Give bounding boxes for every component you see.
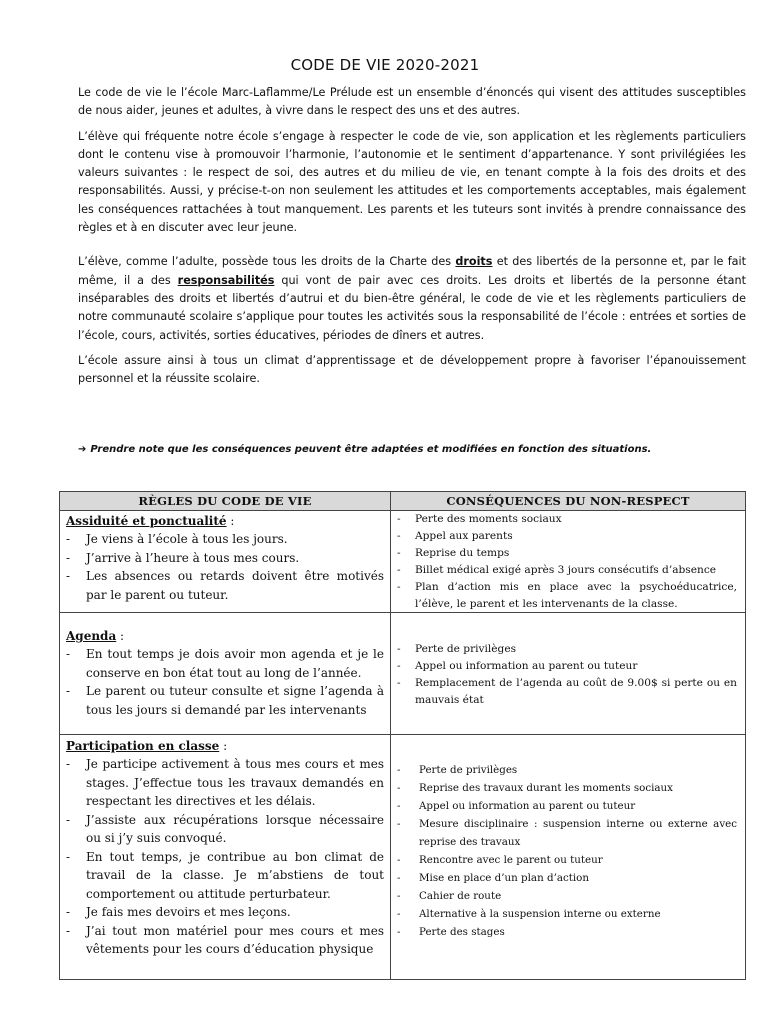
table-row: [60, 735, 746, 980]
note: [78, 444, 746, 455]
arrow-right-icon: ➔: [78, 444, 87, 455]
list-item: - Appel aux parents: [397, 528, 737, 545]
list-item: - Je participe activement à tous mes cours et mes stages. J’effectue tous les travaux demandés en respectant les directives et les délais.: [66, 755, 384, 811]
climate-paragraph: L’école assure ainsi à tous un climat d’apprentissage et de développement propre à favoriser l’épanouissement personnel et la réussite scolaire.: [78, 353, 746, 386]
droits-keyword: droits: [455, 255, 493, 269]
consequences-list: [391, 641, 745, 709]
rules-cell: Participation en classe : - Je participe activement à tous mes cours et mes stages. J’effectue tous les travaux demandés en respectant les directives et les délais. - J’assiste aux récupérations lorsque nécessaire ou si j’y suis convoqué. - En tout temps, je contribue au bon climat de travail de la classe. Je m’abstiens de tout comportement ou attitude perturbateur. - Je fais mes devoirs et mes leçons. - J’ai tout mon matériel pour mes cours et mes vêtements pour les cours d’éducation physique: [60, 735, 391, 980]
header-rules: RÈGLES DU CODE DE VIE: [60, 492, 391, 511]
list-item: - Mesure disciplinaire : suspension interne ou externe avec reprise des travaux: [397, 816, 737, 852]
list-item: - Perte des moments sociaux: [397, 511, 737, 528]
consequences-cell: [391, 613, 746, 735]
list-item: - Je viens à l’école à tous les jours.: [66, 530, 384, 549]
rules-table: [59, 491, 746, 980]
list-item: - Billet médical exigé après 3 jours consécutifs d’absence: [397, 562, 737, 579]
table-row: [60, 511, 746, 613]
rules-cell: Assiduité et ponctualité : - Je viens à l’école à tous les jours. - J’arrive à l’heure à tous mes cours. - Les absences ou retards doivent être motivés par le parent ou tuteur.: [60, 511, 391, 613]
table-row: [60, 613, 746, 735]
list-item: - Rencontre avec le parent ou tuteur: [397, 852, 737, 870]
rules-cell: Agenda : - En tout temps je dois avoir mon agenda et je le conserve en bon état tout au long de l’année. - Le parent ou tuteur consulte et signe l’agenda à tous les jours si demandé par les intervenants: [60, 613, 391, 735]
list-item: - Perte de privilèges: [397, 762, 737, 780]
intro-paragraph-1: Le code de vie le l’école Marc-Laflamme/Le Prélude est un ensemble d’énoncés qui visent des attitudes susceptibles de nous aider, jeunes et adultes, à vivre dans le respect des uns et des autres.: [78, 86, 746, 118]
list-item: - J’assiste aux récupérations lorsque nécessaire ou si j’y suis convoqué.: [66, 811, 384, 848]
rights-paragraph: [78, 253, 746, 344]
rights-text-3: qui vont de pair avec ces droits. Les droits et libertés de la personne étant inséparables des droits et libertés d’autrui et du bien-être général, le code de vie et les règlements particuliers de notre communauté scolaire s’applique pour toutes les activités sous la responsabilité de l’école : entrées et sorties de l’école, cours, activités, sorties éducatives, périodes de dîners et autres.: [78, 273, 746, 342]
consequences-list: [391, 762, 745, 941]
rules-list: [60, 530, 390, 604]
rule-title: Assiduité et ponctualité: [66, 514, 227, 528]
rule-title: Participation en classe: [66, 739, 220, 754]
header-consequences: CONSÉQUENCES DU NON-RESPECT: [391, 492, 746, 511]
list-item: - En tout temps, je contribue au bon climat de travail de la classe. Je m’abstiens de tout comportement ou attitude perturbateur.: [66, 848, 384, 904]
consequences-cell: [391, 511, 746, 613]
list-item: - Reprise du temps: [397, 545, 737, 562]
rule-title: Agenda: [66, 629, 117, 644]
list-item: - Le parent ou tuteur consulte et signe l’agenda à tous les jours si demandé par les intervenants: [66, 682, 384, 719]
list-item: - Je fais mes devoirs et mes leçons.: [66, 903, 384, 922]
responsabilites-keyword: responsabilités: [177, 273, 275, 287]
consequences-cell: [391, 735, 746, 980]
list-item: - Plan d’action mis en place avec la psychoéducatrice, l’élève, le parent et les intervenants de la classe.: [397, 579, 737, 613]
list-item: - Alternative à la suspension interne ou externe: [397, 906, 737, 924]
intro-text: [78, 84, 746, 395]
list-item: - Reprise des travaux durant les moments sociaux: [397, 780, 737, 798]
rules-list: [60, 645, 390, 719]
list-item: - En tout temps je dois avoir mon agenda et je le conserve en bon état tout au long de l’année.: [66, 645, 384, 682]
list-item: - Les absences ou retards doivent être motivés par le parent ou tuteur.: [66, 567, 384, 604]
list-item: - J’ai tout mon matériel pour mes cours et mes vêtements pour les cours d’éducation physique: [66, 922, 384, 959]
rules-list: [60, 755, 390, 959]
note-text: Prendre note que les conséquences peuvent être adaptées et modifiées en fonction des situations.: [90, 444, 652, 455]
list-item: - Cahier de route: [397, 888, 737, 906]
page-title: CODE DE VIE 2020-2021: [290, 56, 480, 74]
list-item: - Appel ou information au parent ou tuteur: [397, 798, 737, 816]
intro-paragraph-2: L’élève qui fréquente notre école s’engage à respecter le code de vie, son application et les règlements particuliers dont le contenu vise à promouvoir l’harmonie, l’autonomie et le sentiment d’appartenance. Y sont privilégiées les valeurs suivantes : le respect de soi, des autres et du milieu de vie, en tenant compte à la fois des droits et des responsabilités. Aussi, y précise-t-on non seulement les attitudes et les comportements acceptables, mais également les conséquences rattachées à tout manquement. Les parents et les tuteurs sont invités à prendre connaissance des règles et à en discuter avec leur jeune.: [78, 129, 746, 235]
list-item: - Remplacement de l’agenda au coût de 9.00$ si perte ou en mauvais état: [397, 675, 737, 709]
rights-text-2: et des libertés de la personne et, par le fait même, il a des: [78, 255, 746, 287]
rights-text-1: L’élève, comme l’adulte, possède tous les droits de la Charte des: [78, 255, 456, 269]
list-item: - J’arrive à l’heure à tous mes cours.: [66, 549, 384, 568]
consequences-list: [391, 511, 745, 612]
list-item: - Appel ou information au parent ou tuteur: [397, 658, 737, 675]
list-item: - Perte de privilèges: [397, 641, 737, 658]
list-item: - Perte des stages: [397, 924, 737, 942]
list-item: - Mise en place d’un plan d’action: [397, 870, 737, 888]
